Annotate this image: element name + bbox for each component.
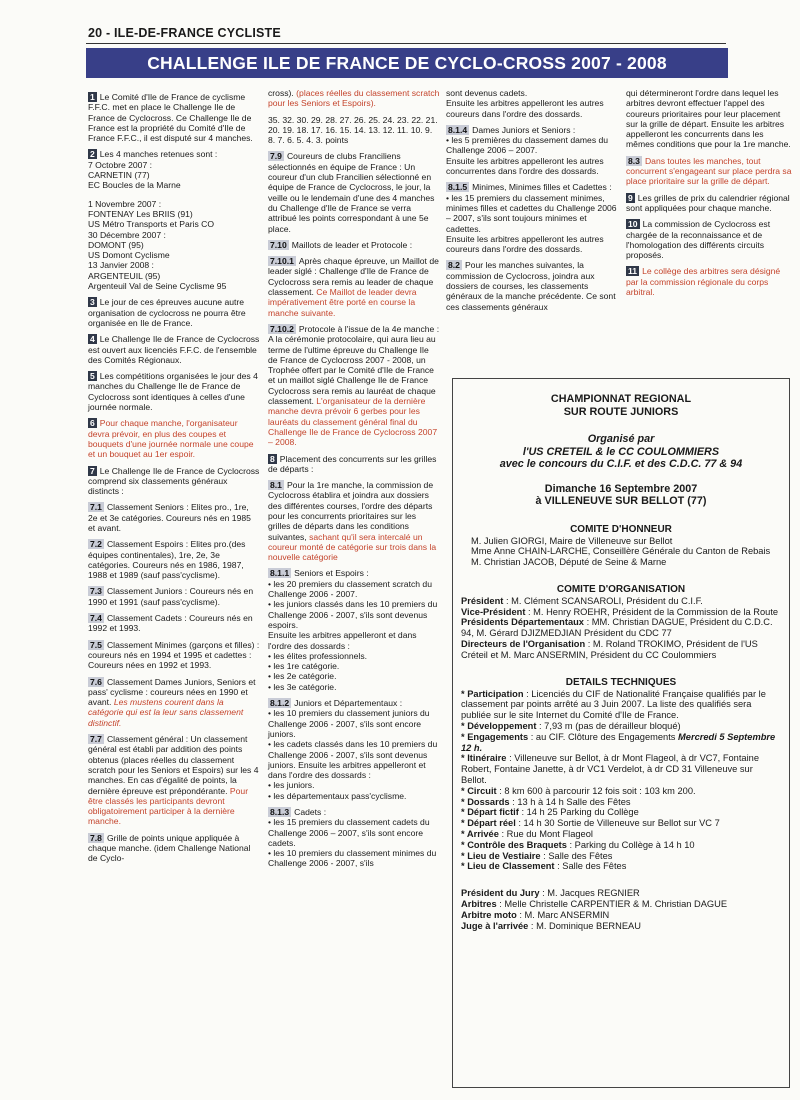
list-item: • les juniors. xyxy=(268,780,315,791)
article-note: (places réelles du classement scratch pour les Seniors et Espoirs). xyxy=(268,88,440,109)
jury-value: : M. Dominique BERNEAU xyxy=(528,920,641,931)
article-number: 7.4 xyxy=(90,613,102,624)
role-value: : MM. Christian DAGUE, Président du C.D.C. 94, M. Gérard DJIZMEDJIAN Président du CDC 77 xyxy=(461,617,773,639)
header-rule xyxy=(86,43,726,44)
article-number: 4 xyxy=(90,334,95,345)
list-item: • les 15 premiers du classement minimes, minimes filles et cadettes du Challenge 2006 – 2007, s'ils sont toujours minimes et cadettes. xyxy=(446,192,617,234)
organizers xyxy=(461,433,781,471)
detail-label: * Itinéraire xyxy=(461,753,507,764)
article-text: Classement général : Un classement général est établi par addition des points obtenus (places réelles du classement scratch pour les Seniors et Espoirs) sur les 4 manches. En cas d'égalité de points, la dernière épreuve est prépondérante. xyxy=(88,734,259,796)
article-note: Les mustens courent dans la catégorie qui est la leur sans classement distinctif. xyxy=(88,697,244,728)
article-number: 7.3 xyxy=(90,586,102,597)
article-number: 7.1 xyxy=(90,502,102,513)
race-line: 30 Décembre 2007 : xyxy=(88,229,166,240)
article-7-8-cont xyxy=(268,88,440,145)
detail-label: * Lieu de Classement xyxy=(461,861,555,872)
list-item: • les 10 premiers du classement juniors du Challenge 2006 - 2007, s'ils sont encore juniors. xyxy=(268,708,430,739)
article-number: 9 xyxy=(628,192,633,203)
article-text: Pour chaque manche, l'organisateur devra prévoir, en plus des coupes et bouquets d'une journée normale une coupe et un bouquet au 1er espoir. xyxy=(88,418,254,460)
article-text: Après chaque épreuve, un Maillot de leader siglé : Challenge d'Ile de France de Cyclocross sera remis au leader de chaque classement. xyxy=(268,256,439,298)
article-text: Cadets : xyxy=(294,807,327,817)
article-text: Classement Minimes (garçons et filles) : coureurs nés en 1994 et 1995 et cadettes : Coureurs nées en 1992 et 1993. xyxy=(88,639,260,671)
details-techniques xyxy=(461,677,781,873)
article-text: Maillots de leader et Protocole : xyxy=(291,239,413,250)
jury xyxy=(461,888,781,931)
race-line: EC Boucles de la Marne xyxy=(88,180,181,191)
article-2 xyxy=(88,149,260,291)
column-3 xyxy=(446,88,618,318)
article-8-1-3-cont xyxy=(446,88,618,119)
list-item: • les cadets classés dans les 10 premiers du Challenge 2006 - 2007, s'ils sont devenus juniors. Ensuite les arbitres appelleront et dans l'ordre des dossards : xyxy=(268,739,438,781)
article-number: 6 xyxy=(90,418,95,429)
detail-label: * Développement xyxy=(461,721,537,732)
article-number: 7.10 xyxy=(270,239,287,250)
detail-value: : Salle des Fêtes xyxy=(554,861,627,872)
article-number: 8 xyxy=(270,453,275,464)
detail-label: * Engagements xyxy=(461,731,529,742)
detail-value: : Salle des Fêtes xyxy=(540,850,613,861)
detail-value: : Parking du Collège à 14 h 10 xyxy=(566,839,695,850)
article-8-1-1 xyxy=(268,568,440,692)
article-8 xyxy=(268,454,440,475)
organizers-line: avec le concours du C.I.F. et des C.D.C. 77 & 94 xyxy=(499,458,743,470)
column-2 xyxy=(268,88,440,875)
honneur-line: M. Christian JACOB, Député de Seine & Marne xyxy=(471,557,667,568)
organizers-line: Organisé par xyxy=(587,433,655,445)
article-7-6 xyxy=(88,677,260,728)
article-text: Classement Cadets : Coureurs nés en 1992 et 1993. xyxy=(88,613,253,634)
detail-label: * Dossards xyxy=(461,796,510,807)
detail-value: : Rue du Mont Flageol xyxy=(498,829,593,840)
article-note: L'organisateur de la dernière manche devra prévoir 6 gerbes pour les lauréats du classement général final du Challenge Ile de France de Cyclocross 2007 – 2008. xyxy=(268,396,438,448)
article-number: 7.10.2 xyxy=(270,323,294,334)
article-text: Coureurs de clubs Franciliens sélectionnés en équipe de France : Un coureur d'un club Francilien sélectionné en équipe de France de Cyclocross, le jour, la veille ou le lendemain d'une des 4 manches du Challenge d'Ile de France se verra attribué les points correspondant à une 5e place. xyxy=(268,151,435,234)
article-3 xyxy=(88,297,260,328)
role-value: : M. Roland TROKIMO, Président de l'US Créteil et M. Marc ANSERMIN, Président du CC Coulommiers xyxy=(461,639,758,660)
article-7-10-2 xyxy=(268,324,440,448)
article-number: 1 xyxy=(90,92,95,102)
list-item: • les 3e catégorie. xyxy=(268,681,337,692)
article-text: Classement Seniors : Elites pro., 1re, 2e et 3e catégories. Coureurs nés en 1985 et avant. xyxy=(88,502,251,533)
article-number: 3 xyxy=(90,297,95,308)
article-number: 7.7 xyxy=(90,734,102,745)
article-text: Dames Juniors et Seniors : xyxy=(472,124,576,135)
article-8-1 xyxy=(268,480,440,562)
detail-label: * Départ réel xyxy=(461,818,516,829)
article-text: Les compétitions organisées le jour des 4 manches du Challenge Ile de France de Cyclocross sont identiques à celles d'une journée normale. xyxy=(88,371,258,413)
article-text: Classement Espoirs : Elites pro.(des équipes continentales), 1re, 2e, 3e catégories. Coureurs nés en 1986, 1987, 1988 et 1989 (sauf pass'cyclisme). xyxy=(88,539,246,581)
role-value: : M. Clément SCANSAROLI, Président du C.I.F. xyxy=(503,595,703,606)
detail-value: : au CIF. Clôture des Engagements xyxy=(528,731,679,742)
section-heading: DETAILS TECHNIQUES xyxy=(565,676,677,688)
jury-value: : Melle Christelle CARPENTIER & M. Christian DAGUE xyxy=(496,899,728,910)
article-number: 8.1.1 xyxy=(270,568,290,579)
article-7-5 xyxy=(88,640,260,671)
organizers-line: l'US CRETEIL & le CC COULOMMIERS xyxy=(522,445,720,458)
event-date-line: Dimanche 16 Septembre 2007 xyxy=(544,482,698,495)
column-1 xyxy=(88,92,260,870)
article-7-8 xyxy=(88,833,260,864)
page-header: 20 - ILE-DE-FRANCE CYCLISTE xyxy=(88,26,281,40)
article-7-10 xyxy=(268,240,440,250)
race-line: 1 Novembre 2007 : xyxy=(88,198,162,209)
article-1 xyxy=(88,92,260,143)
article-text: Pour la 1re manche, la commission de Cyclocross établira et joindra aux dossiers des différentes courses, l'ordre des départs pour les concurrents prioritaires sur les grilles de départs dans les conditions suivantes, xyxy=(268,480,434,542)
role-value: : M. Henry ROEHR, Président de la Commission de la Route xyxy=(525,606,779,617)
article-10 xyxy=(626,219,792,260)
comite-honneur xyxy=(461,524,781,568)
article-text: Pour les manches suivantes, la commission de Cyclocross, joindra aux dossiers de courses, les classements généraux de la manche précédente. Ce sont ces classements généraux xyxy=(446,260,616,312)
detail-label: * Contrôle des Braquets xyxy=(461,839,567,850)
article-7-3 xyxy=(88,586,260,607)
honneur-line: M. Julien GIORGI, Maire de Villeneuve sur Bellot xyxy=(471,535,673,546)
article-note: sachant qu'il sera intercalé un coureur monté de catégorie sur trois dans la nouvelle catégorie xyxy=(268,531,437,563)
list-item: • les 1re catégorie. xyxy=(268,661,340,672)
article-7-1 xyxy=(88,502,260,533)
article-text: Le Challenge Ile de France de Cyclocross comprend six classements généraux distincts : xyxy=(88,465,260,497)
article-7 xyxy=(88,466,260,497)
article-number: 8.2 xyxy=(448,260,460,271)
article-number: 7 xyxy=(90,465,95,476)
article-number: 8.1.2 xyxy=(270,698,290,709)
race-line: 7 Octobre 2007 : xyxy=(88,159,153,170)
article-number: 8.1.3 xyxy=(270,807,290,817)
article-text: Dans toutes les manches, tout concurrent s'engageant sur place perdra sa place prioritaire sur la grille de départ. xyxy=(626,155,792,187)
role-label: Président xyxy=(461,595,504,606)
race-line: 13 Janvier 2008 : xyxy=(88,260,154,271)
article-7-7 xyxy=(88,734,260,827)
article-6 xyxy=(88,418,260,459)
article-7-2 xyxy=(88,539,260,580)
list-item: • les juniors classés dans les 10 premiers du Challenge 2006 - 2007, s'ils sont devenus espoirs. xyxy=(268,599,438,630)
points-grid: 35. 32. 30. 29. 28. 27. 26. 25. 24. 23. 22. 21. 20. 19. 18. 17. 16. 15. 14. 13. 12. 11. 10. 9. 8. 7. 6. 5. 4. 3. points xyxy=(268,114,438,146)
jury-value: : M. Jacques REGNIER xyxy=(539,888,640,899)
list-item: • les départementaux pass'cyclisme. xyxy=(268,790,407,801)
race-line: CARNETIN (77) xyxy=(88,170,150,181)
honneur-line: Mme Anne CHAIN-LARCHE, Conseillère Générale du Canton de Rebais xyxy=(471,546,771,557)
role-label: Vice-Président xyxy=(461,606,526,617)
role-label: Directeurs de l'Organisation xyxy=(461,639,586,650)
article-note: Ce Maillot de leader devra impérativement être porté en course la manche suivante. xyxy=(268,287,417,318)
jury-label: Arbitres xyxy=(461,899,497,910)
list-item: • les 15 premiers du classement cadets du Challenge 2006 – 2007, s'ils sont encore cadets. xyxy=(268,817,430,848)
article-number: 7.5 xyxy=(90,639,102,650)
article-text: Placement des concurrents sur les grilles de départs : xyxy=(268,453,437,474)
article-number: 8.1.4 xyxy=(448,124,468,135)
article-text: Les 4 manches retenues sont : xyxy=(99,149,218,160)
article-text: Le Challenge Ile de France de Cyclocross est ouvert aux licenciés F.F.C. de l'ensemble des Comités Régionaux. xyxy=(88,334,260,365)
article-text: Classement Juniors : Coureurs nés en 1990 et 1991 (sauf pass'cyclisme). xyxy=(88,586,254,607)
detail-value: : 14 h 30 Sortie de Villeneuve sur Bellot sur VC 7 xyxy=(515,818,720,829)
detail-value-emphasis: Mercredi 5 Septembre 12 h. xyxy=(461,731,776,753)
list-item: • les 10 premiers du classement minimes du Challenge 2006 - 2007, s'ils xyxy=(268,848,437,869)
article-9 xyxy=(626,193,792,214)
article-number: 2 xyxy=(90,149,95,160)
article-text: Grille de points unique appliquée à chaque manche. (idem Challenge National de Cyclo- xyxy=(88,832,251,864)
detail-label: * Circuit xyxy=(461,785,497,796)
article-number: 7.2 xyxy=(90,539,102,550)
article-text: Classement Dames Juniors, Seniors et pass' cyclisme : coureurs nées en 1990 et avant. xyxy=(88,676,256,708)
article-text: La commission de Cyclocross est chargée de la reconnaissance et de l'homologation des différents circuits proposés. xyxy=(626,219,771,261)
section-heading: COMITE D'ORGANISATION xyxy=(556,583,686,595)
race-line: DOMONT (95) xyxy=(88,239,144,250)
article-text: Minimes, Minimes filles et Cadettes : xyxy=(472,182,612,193)
list-item: • les 2e catégorie. xyxy=(268,671,337,682)
article-number: 7.9 xyxy=(270,151,282,162)
article-8-2 xyxy=(446,260,618,311)
list-item: • les élites professionnels. xyxy=(268,650,368,661)
list-item: Ensuite les arbitres appelleront les autres coureurs dans l'ordre des dossards. xyxy=(446,98,604,119)
race-line: FONTENAY Les BRIIS (91) xyxy=(88,208,193,219)
article-8-1-3 xyxy=(268,807,440,869)
article-8-1-2 xyxy=(268,698,440,801)
article-8-2-cont xyxy=(626,88,792,150)
article-text: qui détermineront l'ordre dans lequel les arbitres devront effectuer l'appel des coureurs prioritaires pour leur placement sur la grille de départ. Ensuite les arbitres appelleront les concurrents dans les mêmes conditions que pour la 1re manche. xyxy=(626,88,791,150)
article-8-1-5 xyxy=(446,182,618,254)
event-date xyxy=(461,483,781,508)
article-number: 8.1 xyxy=(270,480,282,491)
section-heading: COMITE D'HONNEUR xyxy=(570,523,672,535)
box-title: SUR ROUTE JUNIORS xyxy=(563,406,679,418)
list-item: Ensuite les arbitres appelleront les autres coureurs dans l'ordre des dossards. xyxy=(446,233,604,255)
jury-value: : M. Marc ANSERMIN xyxy=(516,909,610,920)
article-number: 5 xyxy=(90,371,95,382)
detail-label: * Participation xyxy=(461,688,524,699)
race-line: US Domont Cyclisme xyxy=(88,250,170,261)
race-line: Argenteuil Val de Seine Cyclisme 95 xyxy=(88,281,227,292)
article-number: 8.1.5 xyxy=(448,182,468,193)
detail-value: : 7,93 m (pas de dérailleur bloqué) xyxy=(536,721,681,732)
article-text: Les grilles de prix du calendrier régional sont appliquées pour chaque manche. xyxy=(626,192,790,213)
article-text: cross). xyxy=(268,88,294,98)
championship-box xyxy=(452,378,790,1088)
list-item: Ensuite les arbitres appelleront les autres concurrentes dans l'ordre des dossards. xyxy=(446,155,604,177)
article-8-1-4 xyxy=(446,125,618,176)
detail-value: : 8 km 600 à parcourir 12 fois soit : 103 km 200. xyxy=(496,785,696,796)
article-number: 10 xyxy=(628,219,638,230)
article-11 xyxy=(626,266,792,297)
article-5 xyxy=(88,371,260,412)
race-line: US Métro Transports et Paris CO xyxy=(88,219,215,230)
article-8-3 xyxy=(626,156,792,187)
comite-organisation xyxy=(461,584,781,661)
article-text: Le collège des arbitres sera désigné par la commission régionale du corps arbitral. xyxy=(626,266,781,298)
banner-title: CHALLENGE ILE DE FRANCE DE CYCLO-CROSS 2007 - 2008 xyxy=(86,48,728,78)
article-text: Juniors et Départementaux : xyxy=(294,698,403,709)
detail-value: : 14 h 25 Parking du Collège xyxy=(518,807,639,818)
article-7-4 xyxy=(88,613,260,634)
article-number: 7.6 xyxy=(90,676,102,687)
detail-label: * Lieu de Vestiaire xyxy=(461,850,541,861)
event-date-line: à VILLENEUVE SUR BELLOT (77) xyxy=(535,495,707,507)
article-number: 11 xyxy=(628,266,638,277)
article-text: Le jour de ces épreuves aucune autre organisation de cyclocross ne pourra être organisée en Ile de France. xyxy=(88,297,246,328)
jury-label: Arbitre moto xyxy=(461,909,517,920)
article-text: Protocole à l'issue de la 4e manche : A la cérémonie protocolaire, qui aura lieu au terme de l'ultime épreuve du Challenge Ile de France de Cyclocross 2007 - 2008, un Trophée offert par le Comité d'Ile de France et un maillot siglé Challenge Ile de France Cyclocross sera remis au lauréat de chaque classement. xyxy=(268,323,440,407)
article-note: Pour être classés les participants devront obligatoirement participer à la dernière manche. xyxy=(88,785,249,827)
detail-value: : Villeneuve sur Bellot, à dr Mont Flageol, à dr VC7, Fontaine Robert, Fontaine Janette, à dr VC1 Verdelot, à dr CD 31 Villeneuve sur Bellot. xyxy=(461,753,760,786)
detail-value: : 13 h à 14 h Salle des Fêtes xyxy=(509,796,631,807)
box-title: CHAMPIONNAT REGIONAL xyxy=(550,393,692,405)
article-7-9 xyxy=(268,151,440,233)
role-label: Présidents Départementaux xyxy=(461,617,584,628)
detail-label: * Arrivée xyxy=(461,829,499,840)
jury-label: Président du Jury xyxy=(461,888,540,899)
column-4 xyxy=(626,88,792,303)
list-item: • les 20 premiers du classement scratch du Challenge 2006 - 2007. xyxy=(268,578,432,600)
article-7-10-1 xyxy=(268,256,440,318)
article-number: 7.10.1 xyxy=(270,256,294,267)
list-item: sont devenus cadets. xyxy=(446,88,528,98)
article-text: Seniors et Espoirs : xyxy=(294,568,369,579)
article-number: 8.3 xyxy=(628,155,640,166)
race-line: ARGENTEUIL (95) xyxy=(88,270,161,281)
list-item: Ensuite les arbitres appelleront et dans l'ordre des dossards : xyxy=(268,630,417,651)
article-4 xyxy=(88,334,260,365)
list-item: • les 5 premières du classement dames du Challenge 2006 – 2007. xyxy=(446,135,609,156)
detail-label: * Départ fictif xyxy=(461,807,519,818)
detail-value: : Licenciés du CIF de Nationalité Française qualifiés par le classement par points arrêté au 3 Juin 2007. La liste des qualifiés sera publiée sur le site Internet du Comité d'Ile de France. xyxy=(461,688,766,721)
article-text: Le Comité d'Ile de France de cyclisme F.F.C. met en place le Challenge Ile de France de Cyclocross. Ce Challenge Ile de France est la propriété du Comité d'Ile de France F.F.C., il est disputé sur 4 manches. xyxy=(88,92,253,144)
jury-label: Juge à l'arrivée xyxy=(461,920,529,931)
article-number: 7.8 xyxy=(90,832,102,843)
